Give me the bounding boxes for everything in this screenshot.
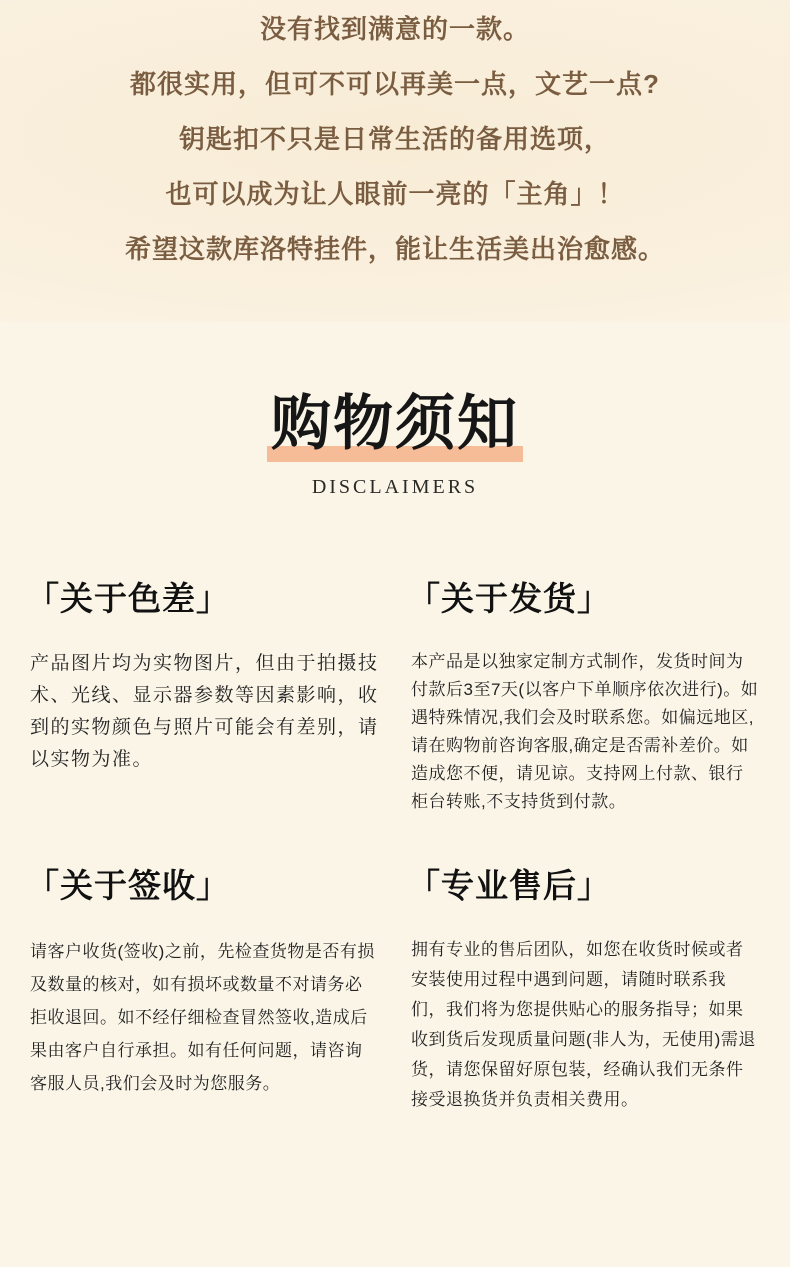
notice-card-heading: 「关于发货」 [407, 582, 611, 618]
intro-line-2: 都很实用，但可不可以再美一点，文艺一点? [130, 69, 660, 99]
intro-line-5: 希望这款库洛特挂件，能让生活美出治愈感。 [124, 234, 665, 264]
notice-title-block [0, 322, 790, 499]
intro-line-1: 没有找到满意的一款。 [259, 14, 530, 44]
notice-title-text: 购物须知 [271, 391, 519, 457]
notice-card-body: 产品图片均为实物图片，但由于拍摄技术、光线、显示器参数等因素影响，收到的实物颜色与照片可能会有差别，请以实物为准。 [30, 652, 379, 770]
notice-card-heading: 「关于色差」 [26, 582, 230, 618]
notice-card-color-difference [26, 579, 379, 816]
intro-line-3: 钥匙扣不只是日常生活的备用选项， [178, 124, 611, 154]
notice-card-heading: 「专业售后」 [407, 868, 611, 905]
notice-title [271, 391, 519, 457]
notice-card-after-sales [407, 866, 760, 1115]
intro-banner [0, 0, 790, 322]
notice-card-shipping [407, 579, 760, 816]
notice-subtitle: DISCLAIMERS [311, 476, 479, 498]
intro-line-4: 也可以成为让人眼前一亮的「主角」！ [165, 179, 625, 209]
notice-card-body: 本产品是以独家定制方式制作，发货时间为付款后3至7天(以客户下单顺序依次进行)。如遇特殊情况,我们会及时联系您。如偏远地区,请在购物前咨询客服,确定是否需补差价。如造成您不便，请见谅。支持网上付款、银行柜台转账,不支持货到付款。 [411, 651, 759, 811]
notice-card-heading: 「关于签收」 [26, 868, 230, 905]
notice-card-body: 拥有专业的售后团队，如您在收货时候或者安装使用过程中遇到问题，请随时联系我们，我们将为您提供贴心的服务指导；如果收到货后发现质量问题(非人为，无使用)需退货，请您保留好原包装，经确认我们无条件接受退换货并负责相关费用。 [411, 939, 756, 1109]
shopping-notice-section [0, 322, 790, 1267]
notice-card-body: 请客户收货(签收)之前，先检查货物是否有损及数量的核对，如有损坏或数量不对请务必拒收退回。如不经仔细检查冒然签收,造成后果由客户自行承担。如有任何问题，请咨询客服人员,我们会及时为您服务。 [30, 941, 375, 1093]
notice-card-receiving [26, 866, 379, 1115]
notice-grid [0, 579, 790, 1115]
